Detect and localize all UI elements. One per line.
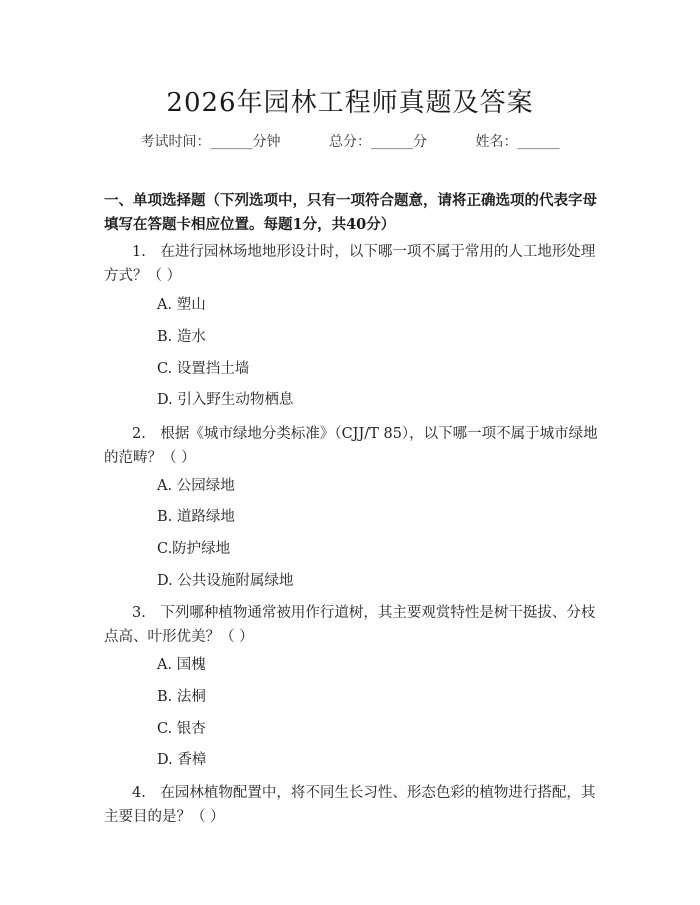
- question-2-option-c: C.防护绿地: [157, 541, 231, 557]
- section-heading: 一、单项选择题（下列选项中，只有一项符合题意，请将正确选项的代表字母填写在答题卡相应位置。每题1分，共40分）: [104, 192, 597, 233]
- question-3-option-d: D. 香樟: [157, 752, 207, 768]
- question-2: 2. 根据《城市绿地分类标准》（CJJ/T 85），以下哪一项不属于城市绿地的范畴？（ ）: [104, 426, 598, 466]
- question-3-option-b: B. 法桐: [157, 689, 206, 705]
- question-1: 1. 在进行园林场地地形设计时，以下哪一项不属于常用的人工地形处理方式？（ ）: [104, 244, 596, 284]
- page-title: 2026年园林工程师真题及答案: [166, 88, 534, 118]
- question-4: 4. 在园林植物配置中，将不同生长习性、形态色彩的植物进行搭配，其主要目的是？（ ）: [104, 785, 596, 825]
- total-score-field: 总分：______分: [329, 134, 427, 150]
- exam-time-field: 考试时间：______分钟: [140, 134, 281, 150]
- question-3-option-c: C. 银杏: [157, 721, 206, 737]
- question-2-option-b: B. 道路绿地: [157, 509, 235, 525]
- question-2-option-d: D. 公共设施附属绿地: [157, 573, 294, 589]
- question-2-option-a: A. 公园绿地: [157, 478, 235, 494]
- question-1-option-b: B. 造水: [157, 329, 206, 345]
- name-field: 姓名：______: [475, 134, 560, 150]
- question-3-option-a: A. 国槐: [157, 657, 206, 673]
- question-3: 3. 下列哪种植物通常被用作行道树，其主要观赏特性是树干挺拔、分枝点高、叶形优美？（ ）: [104, 605, 596, 645]
- question-1-option-c: C. 设置挡土墙: [157, 361, 250, 377]
- question-1-option-d: D. 引入野生动物栖息: [157, 392, 294, 408]
- question-1-option-a: A. 塑山: [157, 297, 206, 313]
- exam-meta: [0, 131, 700, 151]
